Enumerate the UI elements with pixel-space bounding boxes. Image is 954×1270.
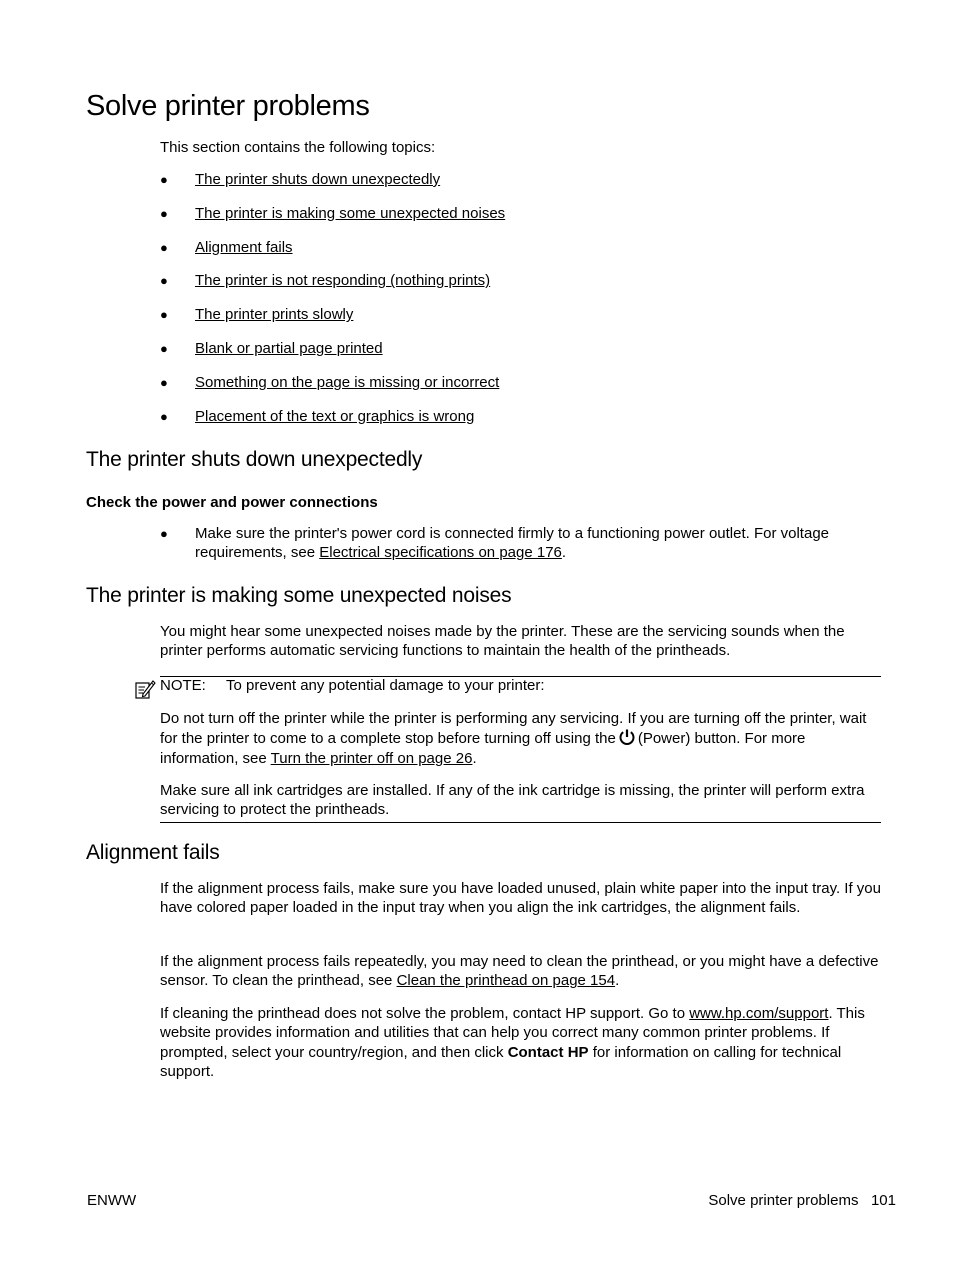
- topic-link-placement[interactable]: Placement of the text or graphics is wrong: [195, 407, 475, 425]
- bullet-icon: ●: [160, 172, 168, 187]
- hp-support-link[interactable]: www.hp.com/support: [689, 1005, 829, 1022]
- clean-printhead-link[interactable]: Clean the printhead on page 154: [396, 972, 616, 990]
- bullet-icon: ●: [160, 526, 168, 541]
- topic-link-not-responding[interactable]: The printer is not responding (nothing prints): [195, 272, 491, 290]
- topic-link-missing[interactable]: Something on the page is missing or incorrect: [195, 373, 500, 391]
- topic-item: [160, 305, 505, 339]
- alignment-paragraph-1: If the alignment process fails, make sure you have loaded unused, plain white paper into the input tray. If you have colored paper loaded in the input tray when you align the ink cartridges, the alignment fails.: [160, 880, 881, 917]
- alignment-paragraph-3: If cleaning the printhead does not solve the problem, contact HP support. Go to www.hp.com/support. This website provides information and utilities that can help you correct many common printer problems. If prompted, select your country/region, and then click Contact HP for information on calling for technical support.: [160, 1005, 865, 1080]
- contact-hp-label: Contact HP: [507, 1043, 589, 1061]
- topic-list: [160, 170, 505, 440]
- topic-item: [160, 204, 505, 238]
- topic-link-prints-slowly[interactable]: The printer prints slowly: [195, 306, 354, 324]
- note-paragraph-2: Make sure all ink cartridges are installed. If any of the ink cartridge is missing, the printer will perform extra servicing to protect the printheads.: [160, 782, 865, 819]
- bullet-icon: ●: [160, 408, 168, 424]
- page-title: Solve printer problems: [86, 90, 370, 122]
- topic-link-shutdown[interactable]: The printer shuts down unexpectedly: [195, 171, 441, 188]
- note-icon: [134, 678, 156, 700]
- alignment-paragraph-2: If the alignment process fails repeatedly, you may need to clean the printhead, or you might have a defective sensor. To clean the printhead, see Clean the printhead on page 154.: [160, 953, 879, 990]
- heading-shutdown: The printer shuts down unexpectedly: [86, 448, 423, 471]
- bullet-icon: ●: [160, 273, 168, 289]
- topic-item: [160, 339, 505, 373]
- topic-link-alignment[interactable]: Alignment fails: [195, 238, 293, 256]
- footer-left: ENWW: [87, 1192, 137, 1209]
- note-label: NOTE:: [160, 677, 206, 694]
- power-bullet-text: Make sure the printer's power cord is connected firmly to a functioning power outlet. For voltage requirements, see Electrical specifications on page 176.: [195, 525, 830, 562]
- heading-alignment: Alignment fails: [86, 841, 220, 864]
- topic-item: [160, 170, 505, 204]
- bullet-icon: ●: [160, 307, 168, 323]
- topic-item: [160, 407, 505, 441]
- bullet-icon: ●: [160, 340, 168, 356]
- electrical-specs-link[interactable]: Electrical specifications on page 176: [319, 544, 562, 562]
- bullet-icon: ●: [160, 374, 168, 390]
- power-icon: [618, 728, 636, 746]
- noises-paragraph: You might hear some unexpected noises made by the printer. These are the servicing sounds when the printer performs automatic servicing functions to maintain the health of the printheads.: [160, 623, 845, 660]
- topic-item: [160, 271, 505, 305]
- note-paragraph-1: Do not turn off the printer while the printer is performing any servicing. If you are turning off the printer, wait for the printer to come to a complete stop before turning off using the (Power) button. For more information, see Turn the printer off on page 26.: [160, 710, 867, 767]
- bullet-icon: ●: [160, 205, 168, 221]
- topic-item: [160, 238, 505, 272]
- intro-text: This section contains the following topics:: [160, 139, 436, 156]
- power-bullet: [160, 524, 884, 563]
- footer-title: Solve printer problems: [708, 1192, 859, 1209]
- topic-link-noises[interactable]: The printer is making some unexpected noises: [195, 204, 506, 222]
- page-number: 101: [870, 1192, 896, 1209]
- topic-item: [160, 373, 505, 407]
- bullet-icon: ●: [160, 239, 168, 255]
- footer-right: [708, 1191, 896, 1210]
- topic-link-blank-page[interactable]: Blank or partial page printed: [195, 339, 383, 357]
- subheading-power: Check the power and power connections: [86, 494, 378, 511]
- note-text: To prevent any potential damage to your printer:: [226, 677, 545, 694]
- heading-noises: The printer is making some unexpected noises: [86, 584, 512, 607]
- turn-off-link[interactable]: Turn the printer off on page 26: [270, 749, 473, 767]
